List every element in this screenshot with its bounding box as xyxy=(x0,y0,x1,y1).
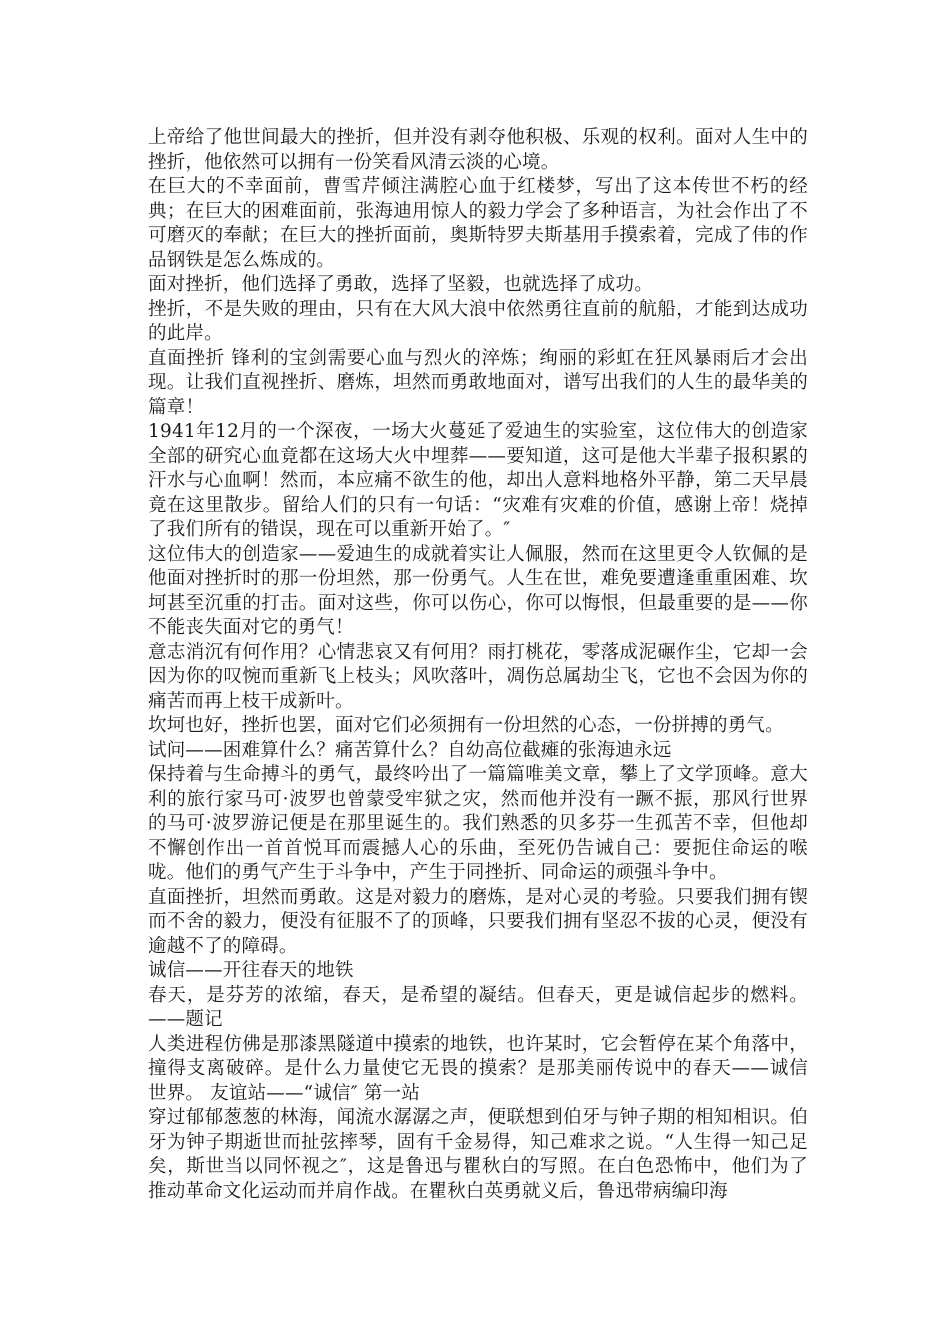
paragraph-10: 试问——困难算什么？痛苦算什么？自幼高位截瘫的张海迪永远 xyxy=(148,739,672,761)
epigraph: 春天，是芬芳的浓缩，春天，是希望的凝结。但春天，更是诚信起步的燃料。——题记 xyxy=(148,984,808,1030)
paragraph-12: 直面挫折，坦然而勇敢。这是对毅力的磨炼，是对心灵的考验。只要我们拥有锲而不舍的毅力，便没有征服不了的顶峰，只要我们拥有坚忍不拔的心灵，便没有逾越不了的障碍。 xyxy=(148,886,808,957)
paragraph-4: 挫折，不是失败的理由，只有在大风大浪中依然勇往直前的航船，才能到达成功的此岸。 xyxy=(148,298,808,344)
paragraph-11: 保持着与生命搏斗的勇气，最终吟出了一篇篇唯美文章，攀上了文学顶峰。意大利的旅行家马可·波罗也曾蒙受牢狱之灾，然而他并没有一蹶不振，那风行世界的马可·波罗游记便是在那里诞生的。我们熟悉的贝多芬一生孤苦不幸，但他却不懈创作出一首首悦耳而震撼人心的乐曲，至死仍告诫自己：要扼住命运的喉咙。他们的勇气产生于斗争中，产生于同挫折、同命运的顽强斗争中。 xyxy=(148,764,808,883)
paragraph-7: 这位伟大的创造家——爱迪生的成就着实让人佩服，然而在这里更令人钦佩的是他面对挫折时的那一份坦然，那一份勇气。人生在世，难免要遭逢重重困难、坎坷甚至沉重的打击。面对这些，你可以伤心，你可以悔恨，但最重要的是——你不能丧失面对它的勇气！ xyxy=(148,543,808,638)
paragraph-3: 面对挫折，他们选择了勇敢，选择了坚毅，也就选择了成功。 xyxy=(148,274,653,295)
paragraph-1: 上帝给了他世间最大的挫折，但并没有剥夺他积极、乐观的权利。面对人生中的挫折，他依然可以拥有一份笑看风清云淡的心境。 xyxy=(148,127,808,173)
document-body xyxy=(148,126,808,1204)
paragraph-8: 意志消沉有何作用？心情悲哀又有何用？雨打桃花，零落成泥碾作尘，它却一会因为你的叹惋而重新飞上枝头；风吹落叶，凋伤总属劫尘飞，它也不会因为你的痛苦而再上枝干成新叶。 xyxy=(148,641,808,712)
paragraph-9: 坎坷也好，挫折也罢，面对它们必须拥有一份坦然的心态，一份拼搏的勇气。 xyxy=(148,715,784,736)
section-heading: 诚信——开往春天的地铁 xyxy=(148,960,354,981)
paragraph-6: 1941年12月的一个深夜，一场大火蔓延了爱迪生的实验室，这位伟大的创造家全部的研究心血竟都在这场大火中埋葬——要知道，这可是他大半辈子报积累的汗水与心血啊！然而，本应痛不欲生的他，却出人意料地格外平静，第二天早晨竟在这里散步。留给人们的只有一句话：“灾难有灾难的价值，感谢上帝！烧掉了我们所有的错误，现在可以重新开始了。″ xyxy=(148,421,808,540)
paragraph-2: 在巨大的不幸面前，曹雪芹倾注满腔心血于红楼梦，写出了这本传世不朽的经典；在巨大的困难面前，张海迪用惊人的毅力学会了多种语言，为社会作出了不可磨灭的奉献；在巨大的挫折面前，奥斯特罗夫斯基用手摸索着，完成了伟的作品钢铁是怎么炼成的。 xyxy=(148,176,808,271)
paragraph-16: 穿过郁郁葱葱的林海，闻流水潺潺之声，便联想到伯牙与钟子期的相知相识。伯牙为钟子期逝世而扯弦摔琴，固有千金易得，知己难求之说。“人生得一知己足矣，斯世当以同怀视之″，这是鲁迅与瞿秋白的写照。在白色恐怖中，他们为了推动革命文化运动而并肩作战。在瞿秋白英勇就义后，鲁迅带病编印海 xyxy=(148,1107,808,1202)
paragraph-15: 人类进程仿佛是那漆黑隧道中摸索的地铁，也许某时，它会暂停在某个角落中，撞得支离破碎。是什么力量使它无畏的摸索？是那美丽传说中的春天——诚信 世界。 友谊站——“诚信″ 第一站 xyxy=(148,1033,808,1104)
paragraph-5: 直面挫折 锋利的宝剑需要心血与烈火的淬炼；绚丽的彩虹在狂风暴雨后才会出现。让我们直视挫折、磨炼，坦然而勇敢地面对，谱写出我们的人生的最华美的篇章！ xyxy=(148,347,808,418)
